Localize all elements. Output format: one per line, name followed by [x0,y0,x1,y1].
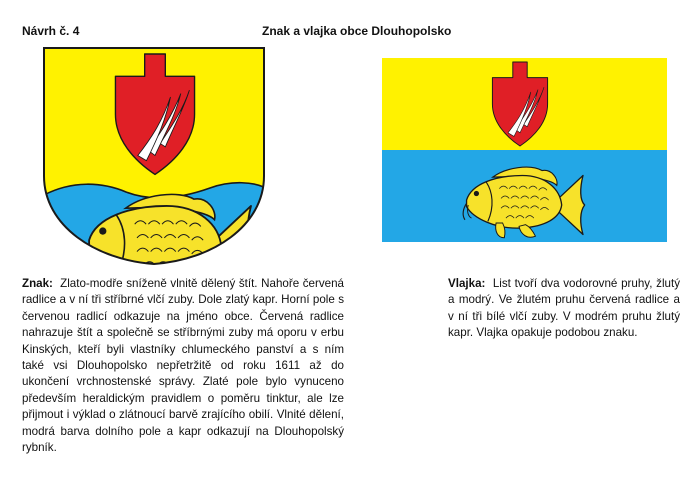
flag-icon [382,58,667,242]
page-title: Znak a vlajka obce Dlouhopolsko [262,24,452,38]
coat-of-arms-description [22,276,344,456]
design-label: Návrh č. 4 [22,24,80,38]
flag-description [448,276,680,342]
flag [382,58,667,242]
coat-of-arms-text: Zlato-modře sníženě vlnitě dělený štít. Nahoře červená radlice a v ní tři stříbrné vlčí zuby. Dole zlatý kapr. Horní pole s červenou radlicí odkazuje na jméno obce. Červená radlice nahrazuje štít a společně se stříbrnými zuby má oporu v erbu Kinských, kteří byli vlastníky chlumeckého panství a s ním také vsi Dlouhopolsko nepřetržitě od roku 1611 až do ukončení vrchnostenské správy. Zlaté pole bylo vynuceno především heraldickým pravidlem o poměru tinktur, ale lze přijmout i výklad o zlátnoucí barvě zrajícího obilí. Vlnité dělení, modrá barva dolního pole a kapr odkazují na Dlouhopolský rybník. [22,277,344,455]
shield-icon [42,46,266,266]
coat-of-arms-label: Znak: [22,277,53,290]
coat-of-arms [42,46,266,266]
flag-label: Vlajka: [448,277,486,290]
flag-text: List tvoří dva vodorovné pruhy, žlutý a modrý. Ve žlutém pruhu červená radlice a v ní tři bílé vlčí zuby. V modrém pruhu žlutý kapr. Vlajka opakuje podobou znaku. [448,277,680,340]
